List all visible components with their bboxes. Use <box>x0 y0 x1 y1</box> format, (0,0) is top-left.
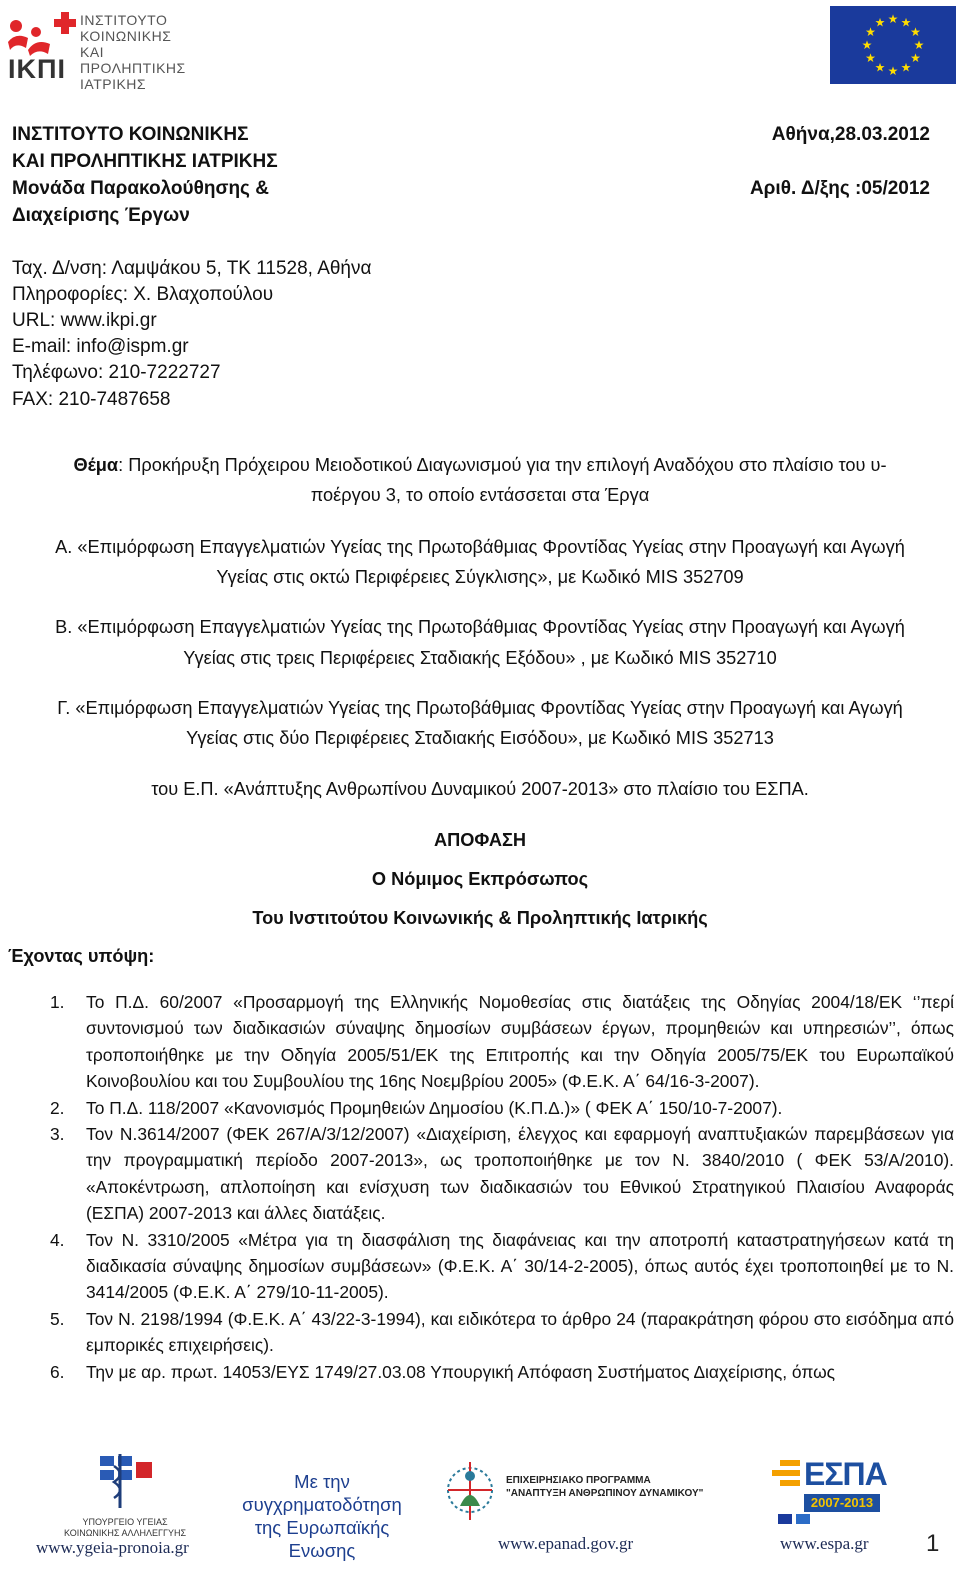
eu-star-icon: ★ <box>865 25 876 39</box>
eu-star-icon: ★ <box>887 64 899 78</box>
project-b-line-2: Υγείας στις τρεις Περιφέρειες Σταδιακής Εξόδου» , με Κωδικό MIS 352710 <box>183 648 777 668</box>
people-icon <box>6 18 54 56</box>
list-item: 1. Το Π.Δ. 60/2007 «Προσαρμογή της Ελληνικής Νομοθεσίας στις διατάξεις της Οδηγίας 2004/18/ΕΚ ‘’περί συντονισμού των διαδικασιών σύναψης δημοσίων συμβάσεων έργων, προμηθειών και υπηρεσιών’’, όπως τροποποιήθηκε με την Οδηγία 2005/51/ΕΚ της Επιτροπής και την Οδηγία 2005/75/ΕΚ του Ευρωπαϊκού Κοινοβουλίου και του Συμβουλίου της 16ης Νοεμβρίου 2005» (Φ.Ε.Κ. Α΄ 64/16-3-2007). <box>50 992 954 1092</box>
ikpi-name: ΙΝΣΤΙΤΟΥΤΟ ΚΟΙΝΩΝΙΚΗΣ ΚΑΙ ΠΡΟΛΗΠΤΙΚΗΣ ΙΑΤΡΙΚΗΣ <box>80 12 186 92</box>
eu-star-icon: ★ <box>910 51 921 65</box>
contact-info: Πληροφορίες: Χ. Βλαχοπούλου <box>12 284 274 305</box>
project-b-line-1: Β. «Επιμόρφωση Επαγγελματιών Υγείας της Πρωτοβάθμιας Φροντίδας Υγείας στην Προαγωγή και Αγωγή <box>55 617 905 637</box>
project-a-line-1: Α. «Επιμόρφωση Επαγγελματιών Υγείας της Πρωτοβάθμιας Φροντίδας Υγείας στην Προαγωγή και Αγωγή <box>55 537 905 557</box>
eu-star-icon: ★ <box>887 12 899 26</box>
decision-org: Του Ινστιτούτου Κοινωνικής & Προληπτικής Ιατρικής <box>252 908 708 928</box>
list-item: 3. Τον Ν.3614/2007 (ΦΕΚ 267/Α/3/12/2007) «Διαχείριση, έλεγχος και εφαρμογή αναπτυξιακών παρεμβάσεων για την προγραμματική περίοδο 2007-2013», ως τροποποιήθηκε με τον Ν. 3840/2010 ( ΦΕΚ 53/Α/2010). «Αποκέντρωση, απλοποίηση και ενίσχυση των διαδικασιών του Εθνικού Στρατηγικού Πλαισίου Αναφοράς (ΕΣΠΑ) 2007-2013 και άλλες διατάξεις. <box>50 1124 954 1224</box>
list-item: 6. Την με αρ. πρωτ. 14053/ΕΥΣ 1749/27.03.08 Υπουργική Απόφαση Συστήματος Διαχείρισης, όπως <box>50 1361 836 1382</box>
project-c-line-2: Υγείας στις δύο Περιφέρειες Σταδιακής Εισόδου», με Κωδικό MIS 352713 <box>186 728 774 748</box>
eu-star-icon: ★ <box>861 38 873 52</box>
eu-star-icon: ★ <box>900 15 912 30</box>
sender-line-1: ΙΝΣΤΙΤΟΥΤΟ ΚΟΙΝΩΝΙΚΗΣ <box>12 124 249 145</box>
espa-years: 2007-2013 <box>804 1494 880 1512</box>
decision-title: ΑΠΟΦΑΣΗ <box>433 830 527 850</box>
epanad-emblem-icon <box>440 1456 500 1526</box>
list-item: 5. Τον Ν. 2198/1994 (Φ.Ε.Κ. Α΄ 43/22-3-1994), και ειδικότερα το άρθρο 24 (παρακράτηση φόρου στο εισόδημα από εμπορικές επιχειρήσεις). <box>50 1308 954 1356</box>
subject-line-1: Θέμα: Προκήρυξη Πρόχειρου Μειοδοτικού Διαγωνισμού για την επιλογή Αναδόχου στο πλαίσιο του υ- <box>73 455 887 475</box>
contact-fax: FAX: 210-7487658 <box>12 389 171 410</box>
list-item: 4. Τον Ν. 3310/2005 «Μέτρα για τη διασφάλιση της διαφάνειας και την αποτροπή καταστρατηγήσεων κατά τη διαδικασία σύναψης δημοσίων συμβάσεων» (Φ.Ε.Κ. Α΄ 30/14-2-2005), όπως αυτός έχει τροποποιηθεί με το Ν. 3414/2005 (Φ.Ε.Κ. Α΄ 279/10-11-2005). <box>50 1229 954 1303</box>
document-date: Αθήνα,28.03.2012 <box>771 124 930 145</box>
eu-star-icon: ★ <box>900 60 912 75</box>
sender-line-3: Μονάδα Παρακολούθησης & <box>12 178 269 199</box>
considering-label: Έχοντας υπόψη: <box>8 946 155 966</box>
eu-flag-icon <box>830 6 956 84</box>
eu-star-icon: ★ <box>865 51 876 65</box>
contact-email: E-mail: info@ispm.gr <box>12 336 189 357</box>
espa-logo-icon <box>772 1456 887 1526</box>
ikpi-acronym: ΙΚΠΙ <box>8 54 66 84</box>
program-logo <box>440 1456 710 1526</box>
espa-title: ΕΣΠΑ <box>804 1456 887 1492</box>
project-a-line-2: Υγείας στις οκτώ Περιφέρειες Σύγκλισης», με Κωδικό MIS 352709 <box>216 567 744 587</box>
espa-link[interactable]: www.espa.gr <box>780 1534 869 1553</box>
considerations-list <box>36 989 954 1385</box>
program-name: ΕΠΙΧΕΙΡΗΣΙΑΚΟ ΠΡΟΓΡΑΜΜΑ "ΑΝΑΠΤΥΞΗ ΑΝΘΡΩΠΙΝΟΥ ΔΥΝΑΜΙΚΟΥ" <box>506 1475 704 1499</box>
sender-line-4: Διαχείρισης Έργων <box>12 205 190 226</box>
program-line: του Ε.Π. «Ανάπτυξης Ανθρωπίνου Δυναμικού 2007-2013» στο πλαίσιο του ΕΣΠΑ. <box>151 779 809 799</box>
ministry-name: ΥΠΟΥΡΓΕΙΟ ΥΓΕΙΑΣ ΚΟΙΝΩΝΙΚΗΣ ΑΛΛΗΛΕΓΓΥΗΣ <box>63 1517 187 1538</box>
program-link[interactable]: www.epanad.gov.gr <box>498 1534 634 1553</box>
ministry-logo <box>60 1452 190 1538</box>
ministry-health-icon <box>60 1452 190 1512</box>
subject-label: Θέμα <box>73 455 119 475</box>
contact-phone: Τηλέφωνο: 210-7222727 <box>12 362 221 383</box>
contact-url: URL: www.ikpi.gr <box>12 310 157 331</box>
page-number: 1 <box>926 1530 940 1557</box>
project-c-line-1: Γ. «Επιμόρφωση Επαγγελματιών Υγείας της Πρωτοβάθμιας Φροντίδας Υγείας στην Προαγωγή και Αγωγή <box>57 698 903 718</box>
ikpi-logo <box>4 6 214 92</box>
protocol-number: Αριθ. Δ/ξης :05/2012 <box>749 178 930 199</box>
red-cross-icon <box>54 12 76 34</box>
eu-star-icon: ★ <box>913 38 925 52</box>
subject-line-2: ποέργου 3, το οποίο εντάσσεται στα Έργα <box>310 485 650 505</box>
cofinancing-text: Με την συγχρηματοδότηση της Ευρωπαϊκής Ενωσης <box>242 1471 402 1561</box>
eu-star-icon: ★ <box>910 25 921 39</box>
decision-subtitle: Ο Νόμιμος Εκπρόσωπος <box>371 869 589 889</box>
eu-star-icon: ★ <box>874 60 886 75</box>
eu-star-icon: ★ <box>874 15 886 30</box>
ministry-link[interactable]: www.ygeia-pronoia.gr <box>36 1538 189 1557</box>
list-item: 2. Το Π.Δ. 118/2007 «Κανονισμός Προμηθειών Δημοσίου (Κ.Π.Δ.)» ( ΦΕΚ Α΄ 150/10-7-2007). <box>50 1097 783 1118</box>
sender-line-2: ΚΑΙ ΠΡΟΛΗΠΤΙΚΗΣ ΙΑΤΡΙΚΗΣ <box>12 151 278 172</box>
contact-address: Ταχ. Δ/νση: Λαμψάκου 5, ΤΚ 11528, Αθήνα <box>12 258 372 279</box>
